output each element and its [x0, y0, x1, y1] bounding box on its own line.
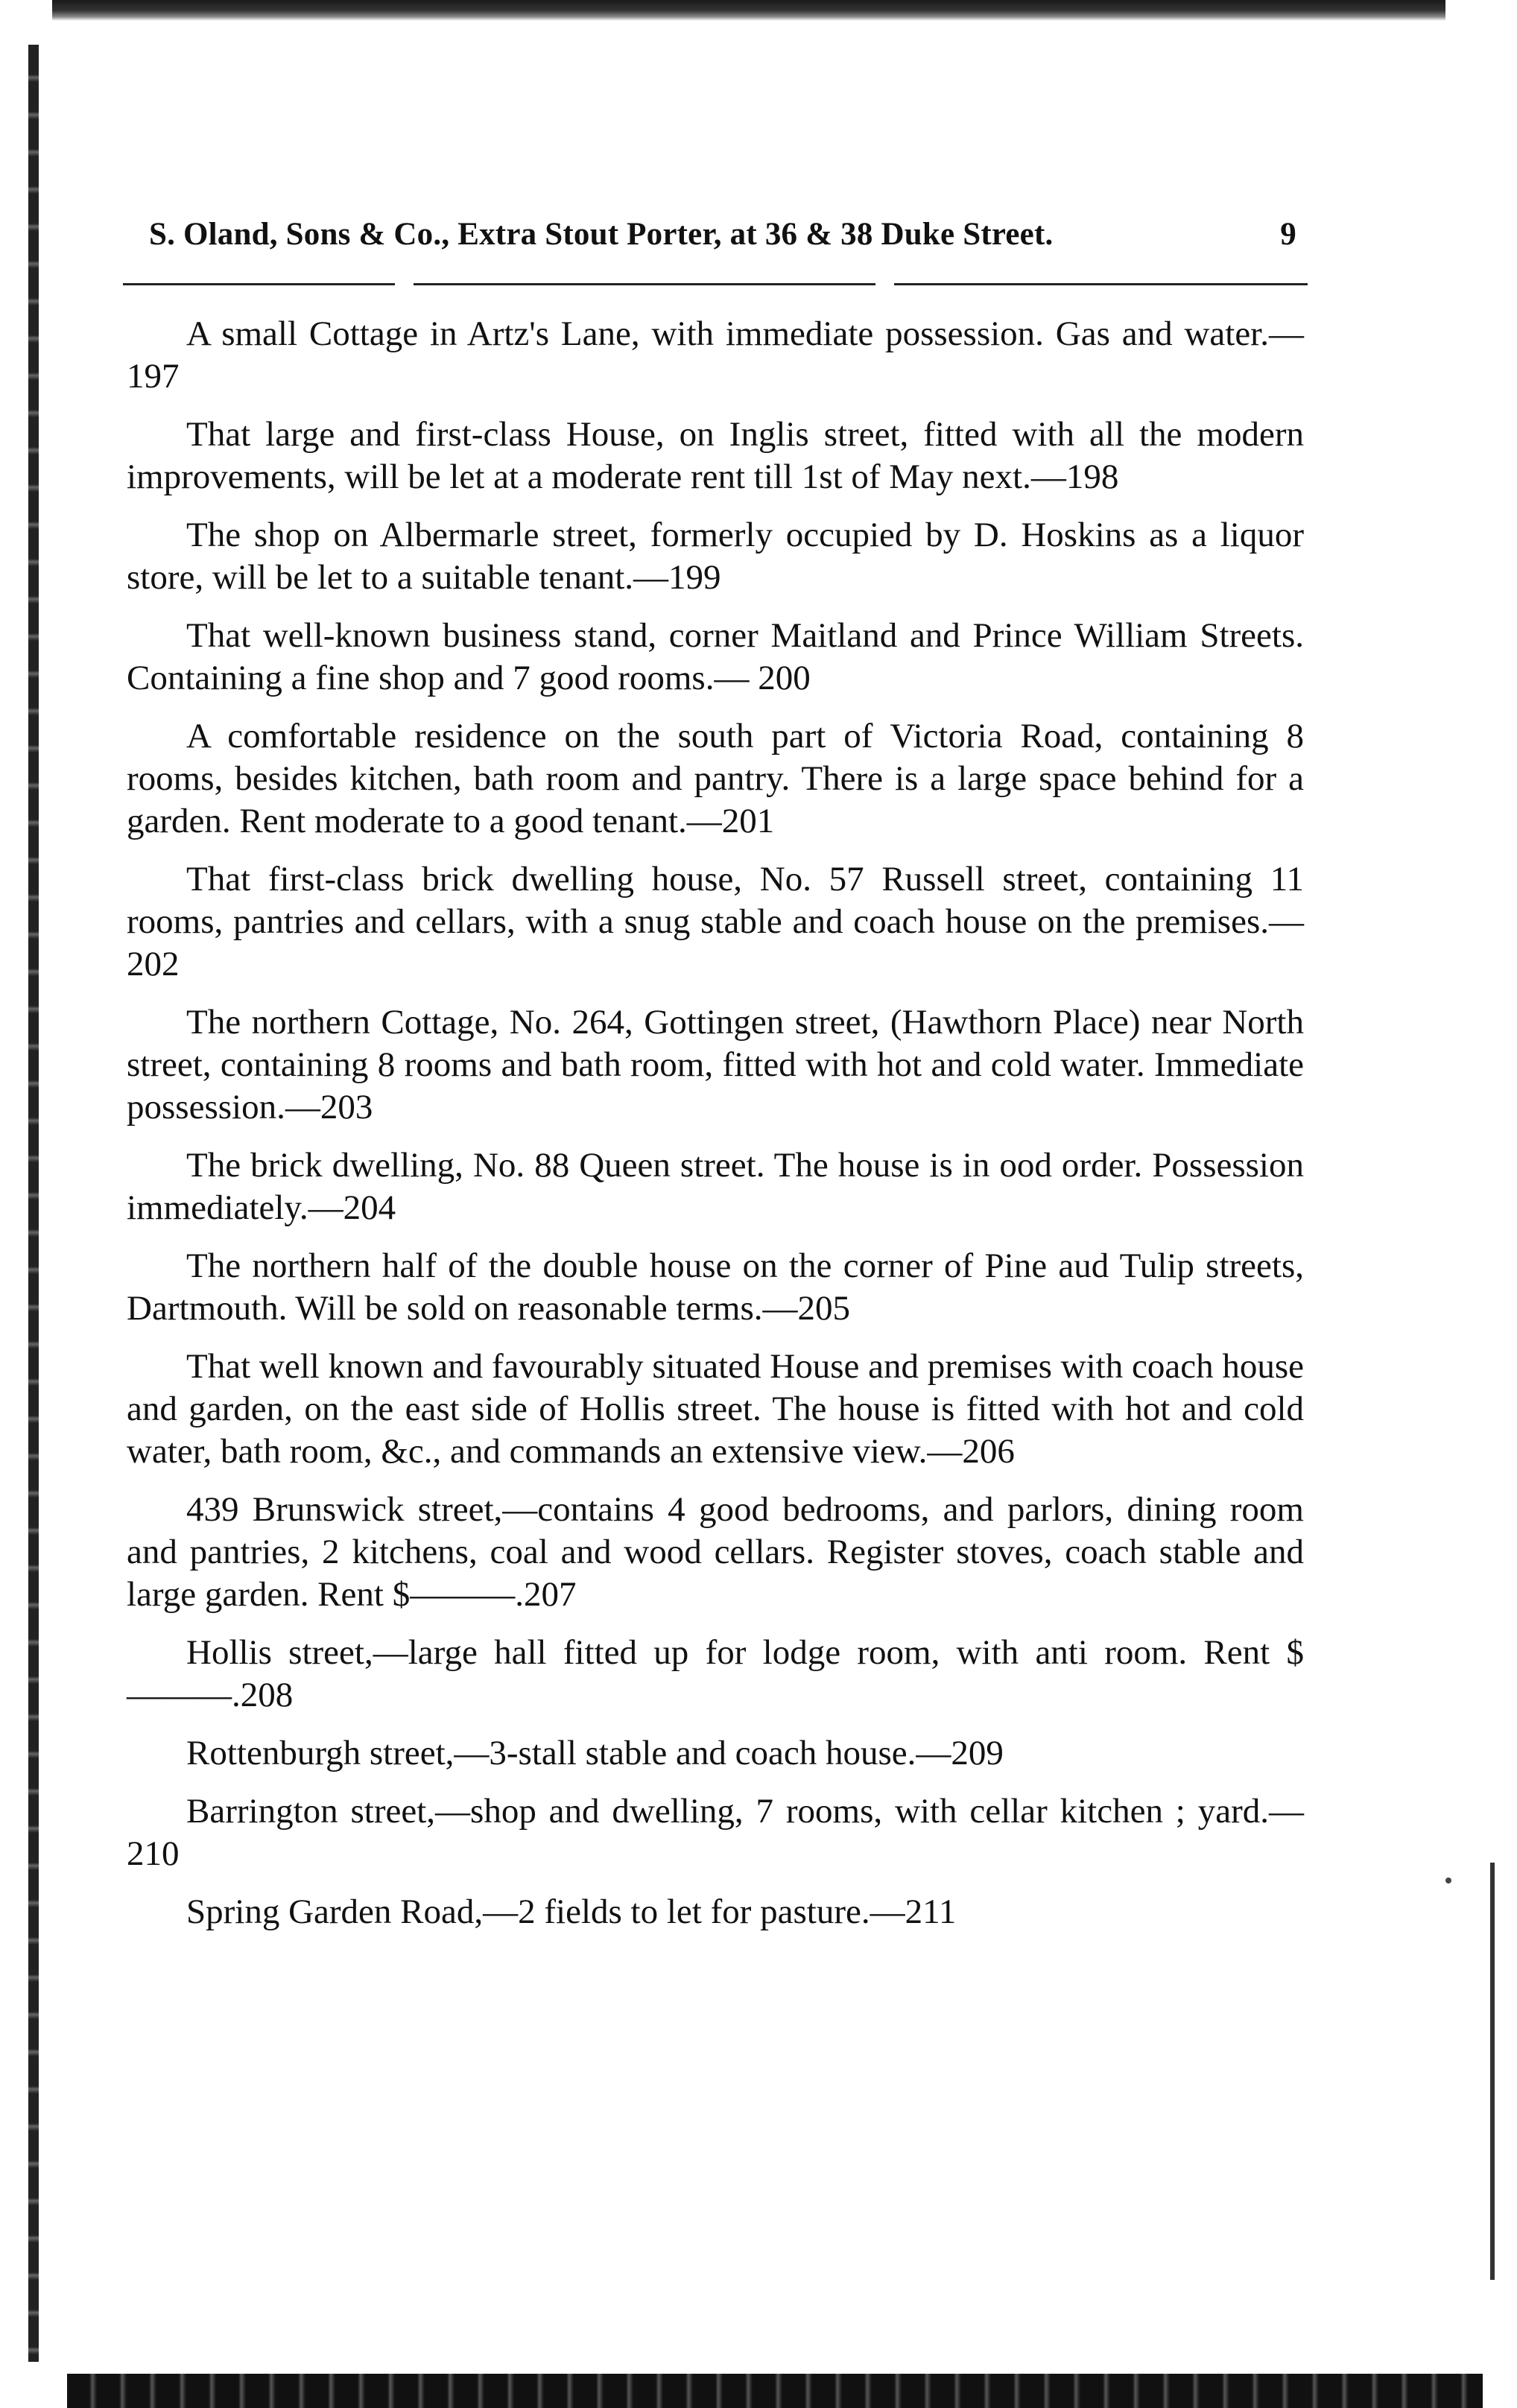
listings-body [127, 313, 1304, 1949]
listing-entry: The northern half of the double house on the corner of Pine aud Tulip streets, Dartmouth. Will be sold on reasonable terms.—205 [127, 1246, 1304, 1328]
listing-entry: The brick dwelling, No. 88 Queen street. The house is in ood order. Possession immediately.—204 [127, 1146, 1304, 1227]
listing-entry: That well-known business stand, corner Maitland and Prince William Streets. Containing a fine shop and 7 good rooms.— 200 [127, 616, 1304, 697]
listing-entry: 439 Brunswick street,—contains 4 good bedrooms, and parlors, dining room and pantries, 2 kitchens, coal and wood cellars. Register stoves, coach stable and large garden. Rent $———.207 [127, 1490, 1304, 1614]
header-rule-left [123, 283, 395, 285]
header-rule-middle [414, 283, 875, 285]
listing-entry: That well known and favourably situated House and premises with coach house and garden, on the east side of Hollis street. The house is fitted with hot and cold water, bath room, &c., and commands an extensive view.—206 [127, 1347, 1304, 1471]
listing-entry: The shop on Albermarle street, formerly occupied by D. Hoskins as a liquor store, will be let to a suitable tenant.—199 [127, 516, 1304, 597]
listing-entry: Hollis street,—large hall fitted up for lodge room, with anti room. Rent $———.208 [127, 1633, 1304, 1714]
listing-entry: The northern Cottage, No. 264, Gottingen street, (Hawthorn Place) near North street, containing 8 rooms and bath room, fitted with hot and cold water. Immediate possession.—203 [127, 1003, 1304, 1127]
scan-edge-left [28, 45, 39, 2362]
ink-speck [1445, 1878, 1451, 1883]
listing-entry: Barrington street,—shop and dwelling, 7 rooms, with cellar kitchen ; yard.—210 [127, 1792, 1304, 1873]
scan-edge-bottom [67, 2374, 1483, 2408]
listing-entry: Rottenburgh street,—3-stall stable and coach house.—209 [186, 1734, 1004, 1772]
page-number: 9 [1280, 217, 1296, 252]
listing-entry: A comfortable residence on the south part of Victoria Road, containing 8 rooms, besides kitchen, bath room and pantry. There is a large space behind for a garden. Rent moderate to a good tenant.—201 [127, 717, 1304, 840]
scan-edge-right [1490, 1863, 1495, 2280]
listing-entry: That large and first-class House, on Inglis street, fitted with all the modern improvements, will be let at a moderate rent till 1st of May next.—198 [127, 415, 1304, 496]
running-header [149, 216, 1296, 253]
header-title: S. Oland, Sons & Co., Extra Stout Porter, at 36 & 38 Duke Street. [149, 217, 1054, 252]
listing-entry: Spring Garden Road,—2 fields to let for pasture.—211 [186, 1892, 957, 1931]
listing-entry: A small Cottage in Artz's Lane, with immediate possession. Gas and water.—197 [127, 314, 1304, 396]
scan-edge-top [52, 0, 1445, 21]
listing-entry: That first-class brick dwelling house, No. 57 Russell street, containing 11 rooms, pantries and cellars, with a snug stable and coach house on the premises.—202 [127, 860, 1304, 983]
header-rule-right [894, 283, 1308, 285]
